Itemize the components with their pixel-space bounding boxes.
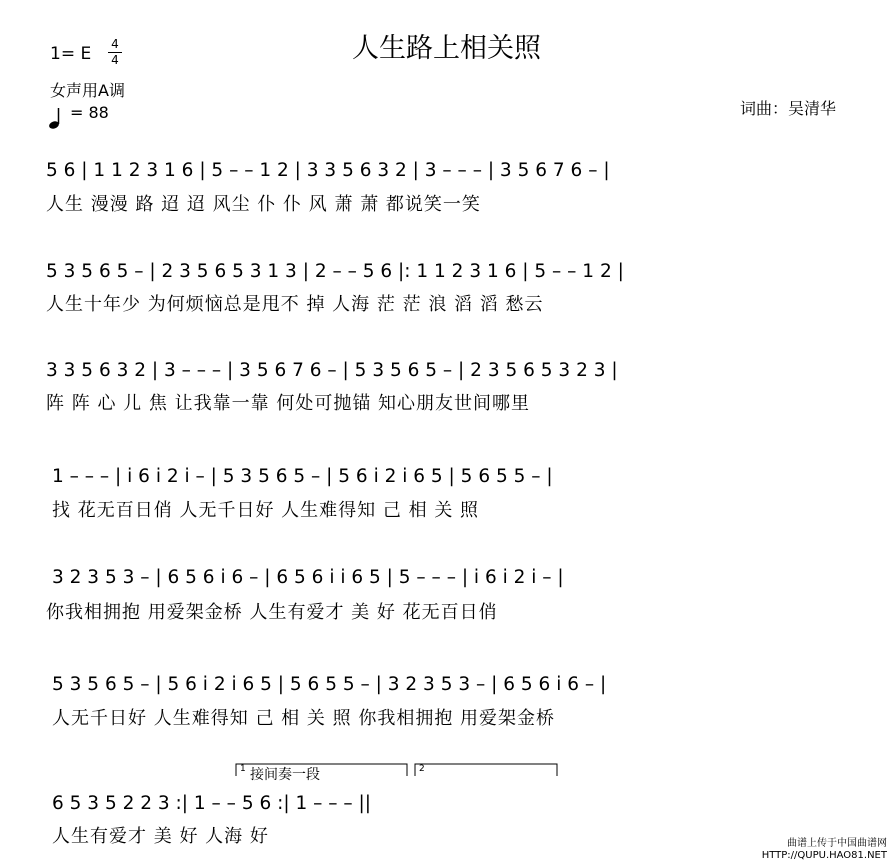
score-row-4-notes: 1 – – – | i 6 i 2 i – | 5 3 5 6 5 – | 5 6 i 2 i 6 5 | 5 6 5 5 – | [52, 466, 553, 487]
song-title: 人生路上相关照 [352, 33, 541, 64]
score-row-2-notes: 5 3 5 6 5 – | 2 3 5 6 5 3 1 3 | 2 – – 5 6 |: 1 1 2 3 1 6 | 5 – – 1 2 | [46, 261, 624, 282]
score-row-7-notes: 6 5 3 5 2 2 3 :| 1 – – 5 6 :| 1 – – – || [52, 793, 371, 814]
key-signature: 1= E [50, 44, 92, 64]
volta-first-label: 接间奏一段 [250, 767, 320, 783]
watermark-line-2: HTTP://QUPU.HAO81.NET [761, 850, 887, 861]
vocal-key-note: 女声用A调 [50, 81, 125, 100]
score-row-3-notes: 3 3 5 6 3 2 | 3 – – – | 3 5 6 7 6 – | 5 3 5 6 5 – | 2 3 5 6 5 3 2 3 | [46, 360, 618, 381]
time-signature-top: 4 [111, 37, 119, 51]
score-row-6-lyrics: 人无千日好 人生难得知 己 相 关 照 你我相拥抱 用爱架金桥 [52, 708, 556, 729]
volta-second-number: 2 [419, 764, 425, 774]
score-row-2-lyrics: 人生十年少 为何烦恼总是甩不 掉 人海 茫 茫 浪 滔 滔 愁云 [46, 294, 544, 315]
score-row-6-notes: 5 3 5 6 5 – | 5 6 i 2 i 6 5 | 5 6 5 5 – | 3 2 3 5 3 – | 6 5 6 i 6 – | [52, 674, 607, 695]
time-signature-bottom: 4 [111, 53, 119, 67]
tempo-marking: = 88 [70, 103, 109, 122]
score-row-4-lyrics: 找 花无百日俏 人无千日好 人生难得知 己 相 关 照 [52, 500, 480, 521]
site-watermark [762, 838, 887, 862]
volta-first-number: 1 [240, 764, 246, 774]
score-row-3-lyrics: 阵 阵 心 儿 焦 让我靠一靠 何处可抛锚 知心朋友世间哪里 [46, 393, 531, 414]
score-row-1-notes: 5 6 | 1 1 2 3 1 6 | 5 – – 1 2 | 3 3 5 6 3 2 | 3 – – – | 3 5 6 7 6 – | [46, 160, 610, 181]
watermark-line-1: 曲谱上传于中国曲谱网 [787, 838, 887, 849]
score-row-5-notes: 3 2 3 5 3 – | 6 5 6 i 6 – | 6 5 6 i i 6 5 | 5 – – – | i 6 i 2 i – | [52, 567, 564, 588]
author-credit: 词曲：吴清华 [740, 99, 837, 118]
score-row-5-lyrics: 你我相拥抱 用爱架金桥 人生有爱才 美 好 花无百日俏 [46, 602, 498, 623]
score-row-1-lyrics: 人生 漫漫 路 迢 迢 风尘 仆 仆 风 萧 萧 都说笑一笑 [46, 194, 481, 215]
score-row-7-lyrics: 人生有爱才 美 好 人海 好 [52, 826, 269, 847]
